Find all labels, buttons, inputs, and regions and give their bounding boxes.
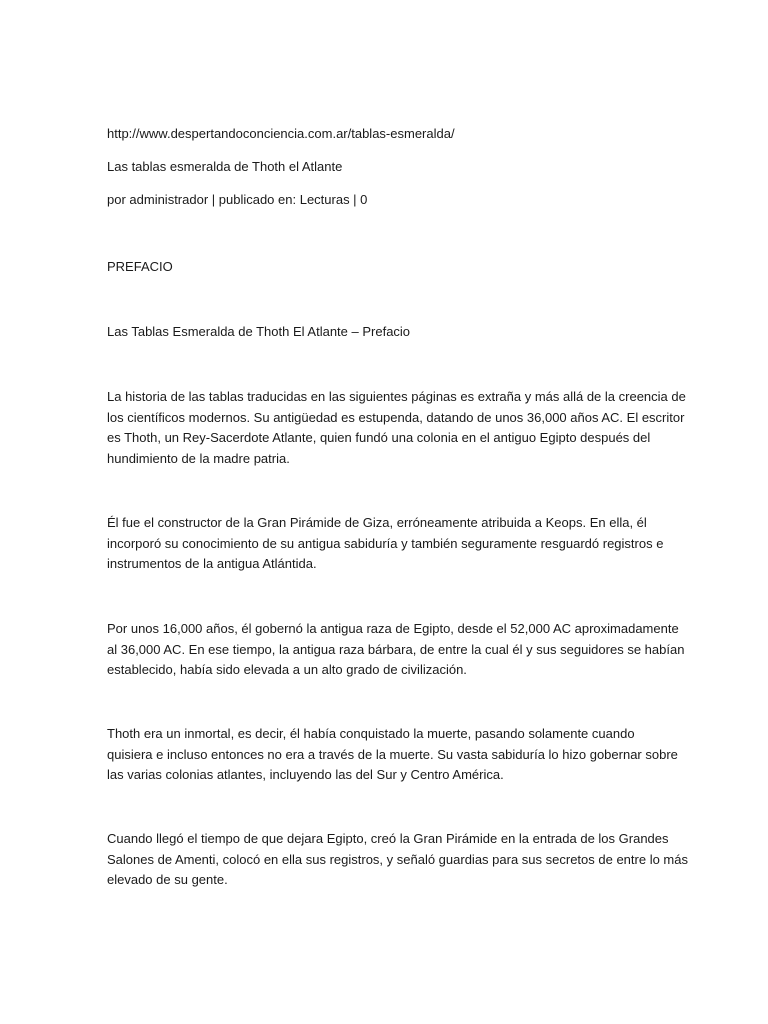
paragraph-line: Salones de Amenti, colocó en ella sus registros, y señaló guardias para sus secretos de entre lo más bbox=[107, 851, 688, 867]
paragraph-line: quisiera e incluso entonces no era a través de la muerte. Su vasta sabiduría lo hizo gobernar sobre bbox=[107, 746, 678, 762]
section-heading: PREFACIO bbox=[107, 259, 173, 274]
paragraph-line: hundimiento de la madre patria. bbox=[107, 450, 290, 466]
paragraph-line: Él fue el constructor de la Gran Pirámide de Giza, erróneamente atribuida a Keops. En ella, él bbox=[107, 515, 647, 530]
paragraph-line: establecido, había sido elevada a un alto grado de civilización. bbox=[107, 662, 467, 677]
paragraph-line: al 36,000 AC. En ese tiempo, la antigua raza bárbara, de entre la cual él y sus seguidores se habían bbox=[107, 641, 685, 657]
paragraph-5 bbox=[107, 829, 688, 891]
paragraph-4 bbox=[107, 724, 678, 786]
source-url: http://www.despertandoconciencia.com.ar/tablas-esmeralda/ bbox=[107, 126, 455, 141]
paragraph-line: es Thoth, un Rey-Sacerdote Atlante, quien fundó una colonia en el antiguo Egipto después del bbox=[107, 430, 651, 445]
article-byline: por administrador | publicado en: Lecturas | 0 bbox=[107, 192, 368, 207]
paragraph-1 bbox=[107, 387, 686, 469]
paragraph-2 bbox=[107, 513, 664, 575]
paragraph-line: Cuando llegó el tiempo de que dejara Egipto, creó la Gran Pirámide en la entrada de los Grandes bbox=[107, 831, 669, 846]
paragraph-line: Thoth era un inmortal, es decir, él había conquistado la muerte, pasando solamente cuando bbox=[107, 726, 635, 741]
paragraph-3 bbox=[107, 619, 685, 681]
paragraph-line: La historia de las tablas traducidas en las siguientes páginas es extraña y más allá de la creencia de bbox=[107, 389, 686, 404]
article-subtitle: Las Tablas Esmeralda de Thoth El Atlante – Prefacio bbox=[107, 324, 411, 339]
paragraph-line: los científicos modernos. Su antigüedad es estupenda, datando de unos 36,000 años AC. El escritor bbox=[107, 409, 685, 425]
paragraph-line: incorporó su conocimiento de su antigua sabiduría y también seguramente resguardó registros e bbox=[107, 535, 664, 551]
paragraph-line: Por unos 16,000 años, él gobernó la antigua raza de Egipto, desde el 52,000 AC aproximadamente bbox=[107, 621, 679, 636]
paragraph-line: elevado de su gente. bbox=[107, 872, 228, 887]
article-title: Las tablas esmeralda de Thoth el Atlante bbox=[107, 159, 343, 174]
document-page bbox=[107, 0, 688, 1024]
paragraph-line: las varias colonias atlantes, incluyendo las del Sur y Centro América. bbox=[107, 767, 504, 782]
paragraph-line: instrumentos de la antigua Atlántida. bbox=[107, 556, 317, 571]
